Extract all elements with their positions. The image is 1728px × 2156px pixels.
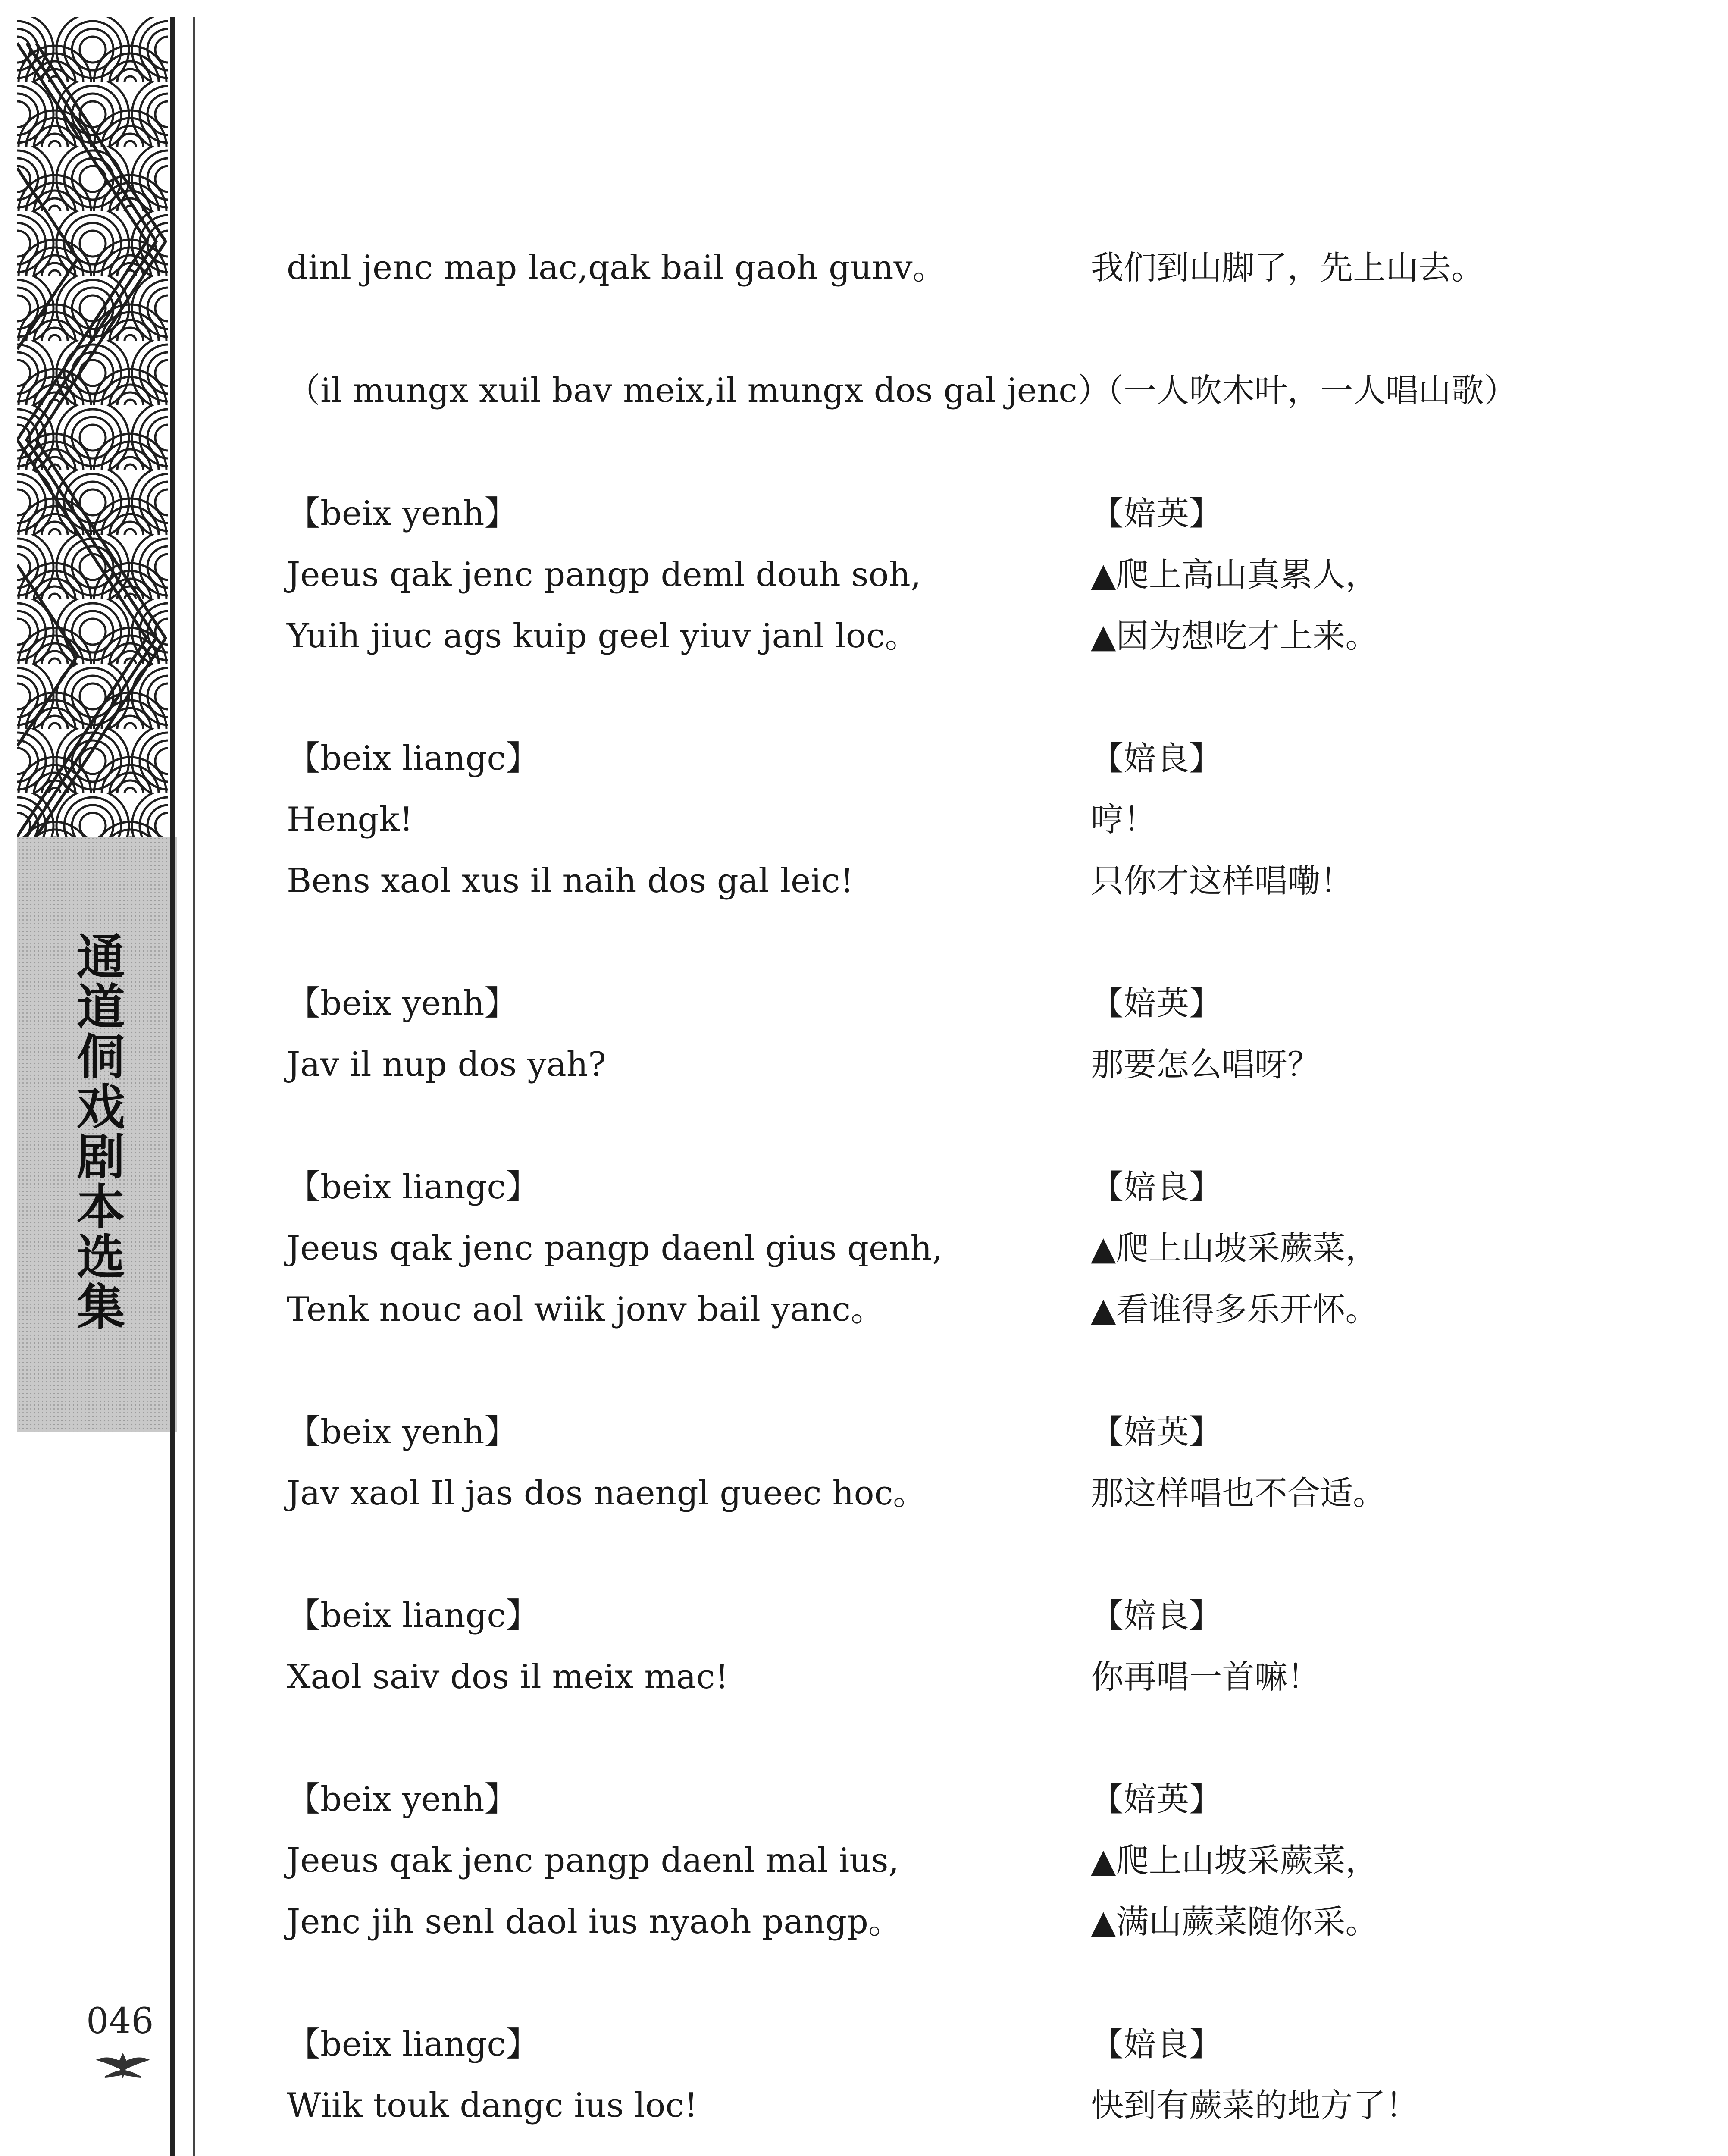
chinese-line: ▲爬上高山真累人，: [1091, 555, 1378, 594]
dong-line: dinl jenc map lac,qak bail gaoh gunv。: [287, 248, 946, 287]
chinese-line: ▲爬上山坡采蕨菜，: [1091, 1841, 1378, 1880]
chinese-line: ▲满山蕨菜随你采。: [1091, 1902, 1378, 1941]
chinese-line: 哼！: [1091, 800, 1156, 839]
chinese-line: 快到有蕨菜的地方了！: [1091, 2086, 1418, 2125]
chinese-line: 只你才这样唱嘞！: [1091, 862, 1353, 900]
dong-line: Jenc jih senl daol ius nyaoh pangp。: [287, 1902, 902, 1941]
dong-line: Hengk!: [287, 800, 413, 839]
chinese-line: ▲看谁得多乐开怀。: [1091, 1290, 1378, 1329]
dong-line: Yuih jiuc ags kuip geel yiuv janl loc。: [287, 617, 919, 655]
speaker-label-chinese: 【婄良】: [1091, 1596, 1222, 1635]
dong-line: Wiik touk dangc ius loc!: [287, 2086, 698, 2125]
dong-line: Jeeus qak jenc pangp daenl gius qenh,: [287, 1229, 943, 1268]
speaker-label: 【beix yenh】: [287, 984, 518, 1023]
dong-line: Xaol saiv dos il meix mac!: [287, 1658, 729, 1696]
page-number: 046: [86, 2001, 154, 2042]
speaker-label: 【beix liangc】: [287, 2025, 540, 2064]
speaker-label-chinese: 【婄英】: [1091, 1413, 1222, 1451]
stage-direction-chinese: （一人吹木叶，一人唱山歌）: [1091, 371, 1517, 410]
speaker-label-chinese: 【婄良】: [1091, 739, 1222, 777]
dong-line: Jav il nup dos yah?: [287, 1045, 606, 1084]
speaker-label: 【beix liangc】: [287, 739, 540, 778]
speaker-label: 【beix yenh】: [287, 1780, 518, 1819]
chinese-line: 那要怎么唱呀？: [1091, 1045, 1320, 1084]
dong-line: Jav xaol Il jas dos naengl gueec hoc。: [287, 1474, 927, 1513]
book-title: 通道侗戏剧本选集: [69, 931, 125, 1332]
dong-line: Tenk nouc aol wiik jonv bail yanc。: [287, 1290, 885, 1329]
dong-line: Jeeus qak jenc pangp daenl mal ius,: [287, 1841, 899, 1880]
chinese-line: 那这样唱也不合适。: [1091, 1474, 1386, 1512]
chinese-line: 你再唱一首嘛！: [1091, 1658, 1320, 1696]
speaker-label: 【beix liangc】: [287, 1168, 540, 1206]
chinese-line: 我们到山脚了，先上山去。: [1091, 248, 1484, 287]
dong-line: Bens xaol xus il naih dos gal leic!: [287, 862, 854, 900]
speaker-label-chinese: 【婄英】: [1091, 984, 1222, 1022]
chinese-line: ▲因为想吃才上来。: [1091, 617, 1378, 655]
stage-direction: （il mungx xuil bav meix,il mungx dos gal jenc）: [287, 371, 1111, 410]
dong-line: Jeeus qak jenc pangp deml douh soh,: [287, 555, 921, 594]
speaker-label: 【beix yenh】: [287, 494, 518, 533]
speaker-label: 【beix liangc】: [287, 1596, 540, 1635]
speaker-label-chinese: 【婄英】: [1091, 494, 1222, 533]
speaker-label-chinese: 【婄英】: [1091, 1780, 1222, 1818]
chinese-line: ▲爬上山坡采蕨菜，: [1091, 1229, 1378, 1267]
speaker-label-chinese: 【婄良】: [1091, 2025, 1222, 2063]
speaker-label: 【beix yenh】: [287, 1413, 518, 1451]
speaker-label-chinese: 【婄良】: [1091, 1168, 1222, 1206]
